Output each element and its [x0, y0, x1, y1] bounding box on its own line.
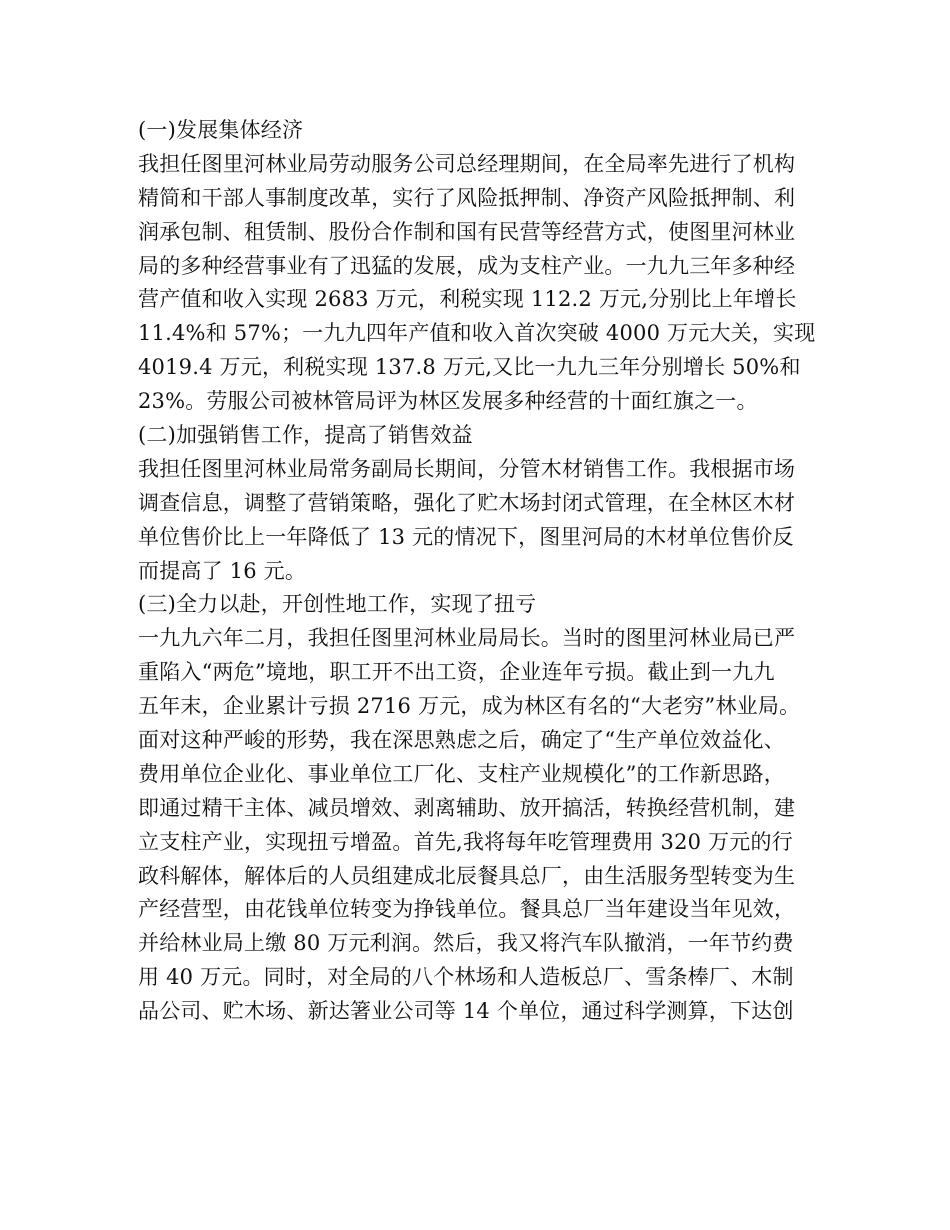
paragraph-line: 政科解体，解体后的人员组建成北辰餐具总厂，由生活服务型转变为生: [138, 863, 796, 888]
section-heading-1: (一)发展集体经济: [138, 118, 304, 142]
paragraph-line: 一九九六年二月，我担任图里河林业局局长。当时的图里河林业局已严: [138, 626, 796, 651]
document-body: [138, 114, 828, 1029]
paragraph-line: 局的多种经营事业有了迅猛的发展，成为支柱产业。一九九三年多种经: [138, 253, 796, 278]
paragraph-line: 并给林业局上缴 80 万元利润。然后，我又将汽车队撤消，一年节约费: [138, 931, 794, 956]
paragraph-line: 费用单位企业化、事业单位工厂化、支柱产业规模化”的工作新思路，: [138, 761, 785, 786]
paragraph-line: 23%。劳服公司被林管局评为林区发展多种经营的十面红旗之一。: [138, 389, 758, 414]
paragraph-line: 用 40 万元。同时，对全局的八个林场和人造板总厂、雪条棒厂、木制: [138, 965, 794, 990]
paragraph-line: 五年末，企业累计亏损 2716 万元，成为林区有名的“大老穷”林业局。: [138, 694, 801, 719]
paragraph-line: 单位售价比上一年降低了 13 元的情况下，图里河局的木材单位售价反: [138, 524, 794, 549]
paragraph-line: 立支柱产业，实现扭亏增盈。首先,我将每年吃管理费用 320 万元的行: [138, 829, 793, 854]
paragraph-line: 11.4%和 57%；一九九四年产值和收入首次突破 4000 万元大关，实现: [138, 321, 816, 346]
paragraph-line: 即通过精干主体、减员增效、剥离辅助、放开搞活，转换经营机制，建: [138, 795, 796, 820]
paragraph-line: 我担任图里河林业局常务副局长期间，分管木材销售工作。我根据市场: [138, 456, 796, 481]
paragraph-line: 重陷入“两危”境地，职工开不出工资，企业连年亏损。截止到一九九: [138, 660, 775, 685]
paragraph-line: 面对这种严峻的形势，我在深思熟虑之后，确定了“生产单位效益化、: [138, 728, 785, 753]
section-heading-3: (三)全力以赴，开创性地工作，实现了扭亏: [138, 592, 537, 617]
paragraph-line: 我担任图里河林业局劳动服务公司总经理期间，在全局率先进行了机构: [138, 151, 796, 176]
paragraph-line: 调查信息，调整了营销策略，强化了贮木场封闭式管理，在全林区木材: [138, 490, 796, 515]
paragraph-line: 而提高了 16 元。: [138, 558, 307, 583]
paragraph-line: 品公司、贮木场、新达箸业公司等 14 个单位，通过科学测算，下达创: [138, 999, 794, 1024]
paragraph-line: 润承包制、租赁制、股份合作制和国有民营等经营方式，使图里河林业: [138, 219, 796, 244]
paragraph-line: 精简和干部人事制度改革，实行了风险抵押制、净资产风险抵押制、利: [138, 185, 796, 210]
paragraph-line: 营产值和收入实现 2683 万元，利税实现 112.2 万元,分别比上年增长: [138, 287, 797, 312]
paragraph-line: 4019.4 万元，利税实现 137.8 万元,又比一九九三年分别增长 50%和: [138, 355, 801, 380]
section-heading-2: (二)加强销售工作，提高了销售效益: [138, 423, 473, 448]
paragraph-line: 产经营型，由花钱单位转变为挣钱单位。餐具总厂当年建设当年见效，: [138, 897, 796, 922]
